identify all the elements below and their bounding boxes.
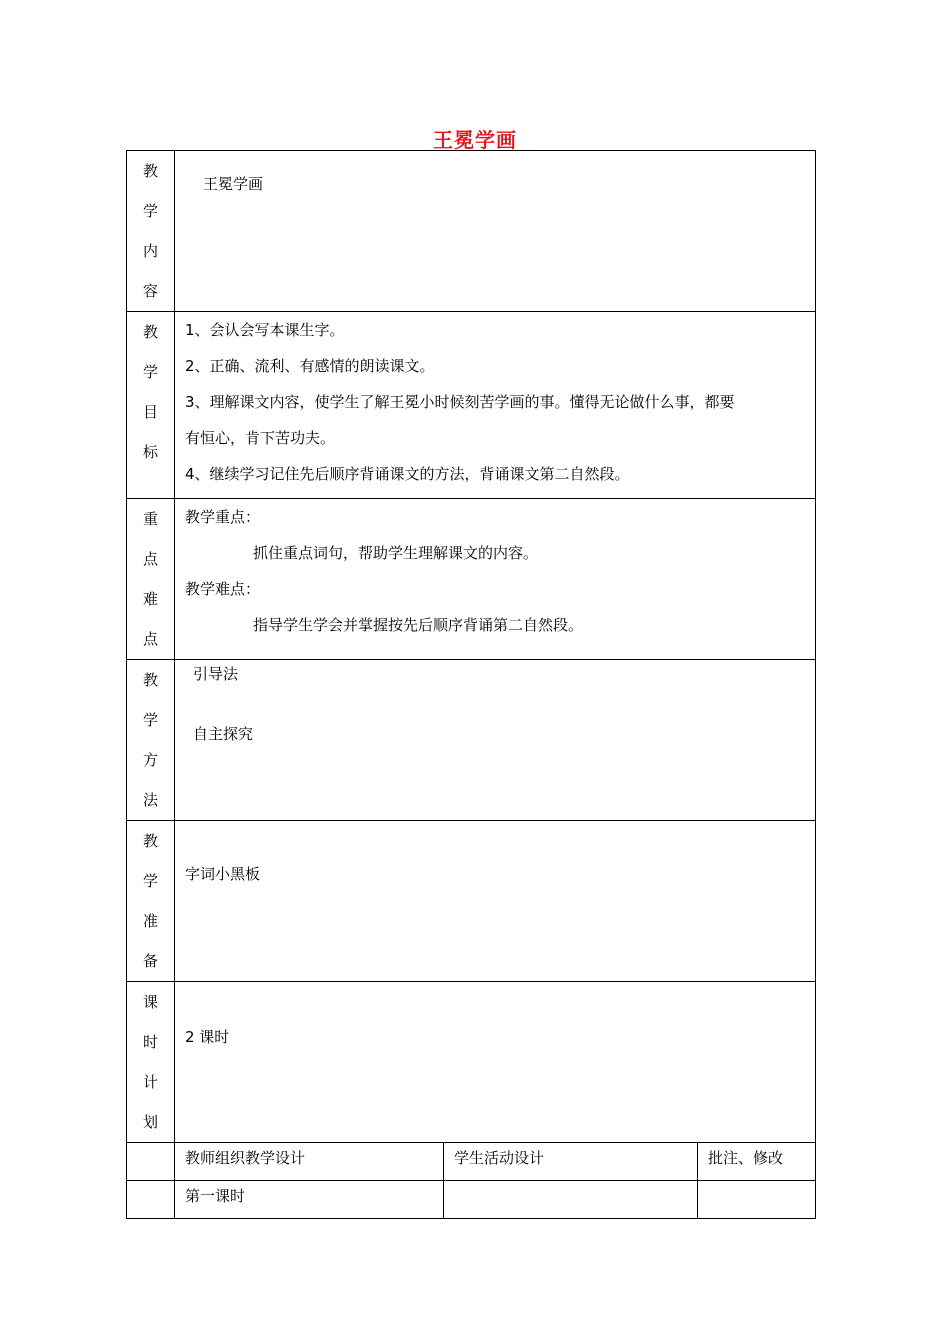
row-first-lesson [127,1181,816,1219]
first-lesson-label: 第一课时 [175,1181,444,1219]
label-char: 重 [142,510,158,528]
lesson-plan-table [126,150,816,1219]
teaching-method-cell [175,660,816,821]
row-teaching-content [127,151,816,312]
empty-cell [127,1181,175,1219]
label-char: 方 [142,751,158,769]
label-char: 准 [142,912,158,930]
difficult-heading: 教学难点： [185,580,261,598]
first-lesson-notes-cell [698,1181,816,1219]
header-student-activity: 学生活动设计 [444,1143,698,1181]
row-hour-plan [127,982,816,1143]
prep-text: 字词小黑板 [185,865,261,883]
teaching-content-cell [175,151,816,312]
label-teaching-prep [127,821,175,982]
label-teaching-goals [127,312,175,499]
label-hour-plan [127,982,175,1143]
teaching-prep-cell [175,821,816,982]
label-char: 教 [142,162,158,180]
teaching-content-text: 王冕学画 [203,175,264,193]
goal-item: 4、继续学习记住先后顺序背诵课文的方法，背诵课文第二自然段。 [185,465,630,483]
label-char: 标 [142,443,158,461]
header-teacher-design: 教师组织教学设计 [175,1143,444,1181]
label-teaching-content [127,151,175,312]
label-char: 教 [142,832,158,850]
row-teaching-method [127,660,816,821]
row-teaching-prep [127,821,816,982]
label-char: 学 [142,202,158,220]
label-char: 目 [142,403,158,421]
label-char: 教 [142,323,158,341]
teaching-goals-cell [175,312,816,499]
label-char: 划 [142,1113,158,1131]
goal-item: 1、会认会写本课生字。 [185,321,345,339]
label-char: 学 [142,872,158,890]
label-char: 难 [142,590,158,608]
label-char: 教 [142,671,158,689]
goal-item: 2、正确、流利、有感情的朗读课文。 [185,357,435,375]
label-char: 备 [142,952,158,970]
method-item: 引导法 [193,665,239,683]
label-char: 法 [142,791,158,809]
label-char: 点 [142,550,158,568]
document-title: 王冕学画 [433,128,517,152]
hour-plan-text: 2 课时 [185,1028,230,1046]
label-teaching-method [127,660,175,821]
header-notes: 批注、修改 [698,1143,816,1181]
label-char: 内 [142,242,158,260]
row-teaching-goals [127,312,816,499]
key-heading: 教学重点： [185,508,261,526]
label-key-difficult [127,499,175,660]
empty-cell [127,1143,175,1181]
method-item: 自主探究 [193,725,254,743]
row-design-header [127,1143,816,1181]
goal-item: 3、理解课文内容，使学生了解王冕小时候刻苦学画的事。懂得无论做什么事，都要 [185,393,735,411]
label-char: 时 [142,1033,158,1051]
key-difficult-cell [175,499,816,660]
label-char: 课 [142,993,158,1011]
label-char: 学 [142,363,158,381]
hour-plan-cell [175,982,816,1143]
key-text: 抓住重点词句，帮助学生理解课文的内容。 [253,544,539,562]
goal-item: 有恒心，肯下苦功夫。 [185,429,336,447]
difficult-text: 指导学生学会并掌握按先后顺序背诵第二自然段。 [253,616,584,634]
row-key-difficult [127,499,816,660]
label-char: 计 [142,1073,158,1091]
label-char: 容 [142,282,158,300]
first-lesson-student-cell [444,1181,698,1219]
label-char: 点 [142,630,158,648]
label-char: 学 [142,711,158,729]
